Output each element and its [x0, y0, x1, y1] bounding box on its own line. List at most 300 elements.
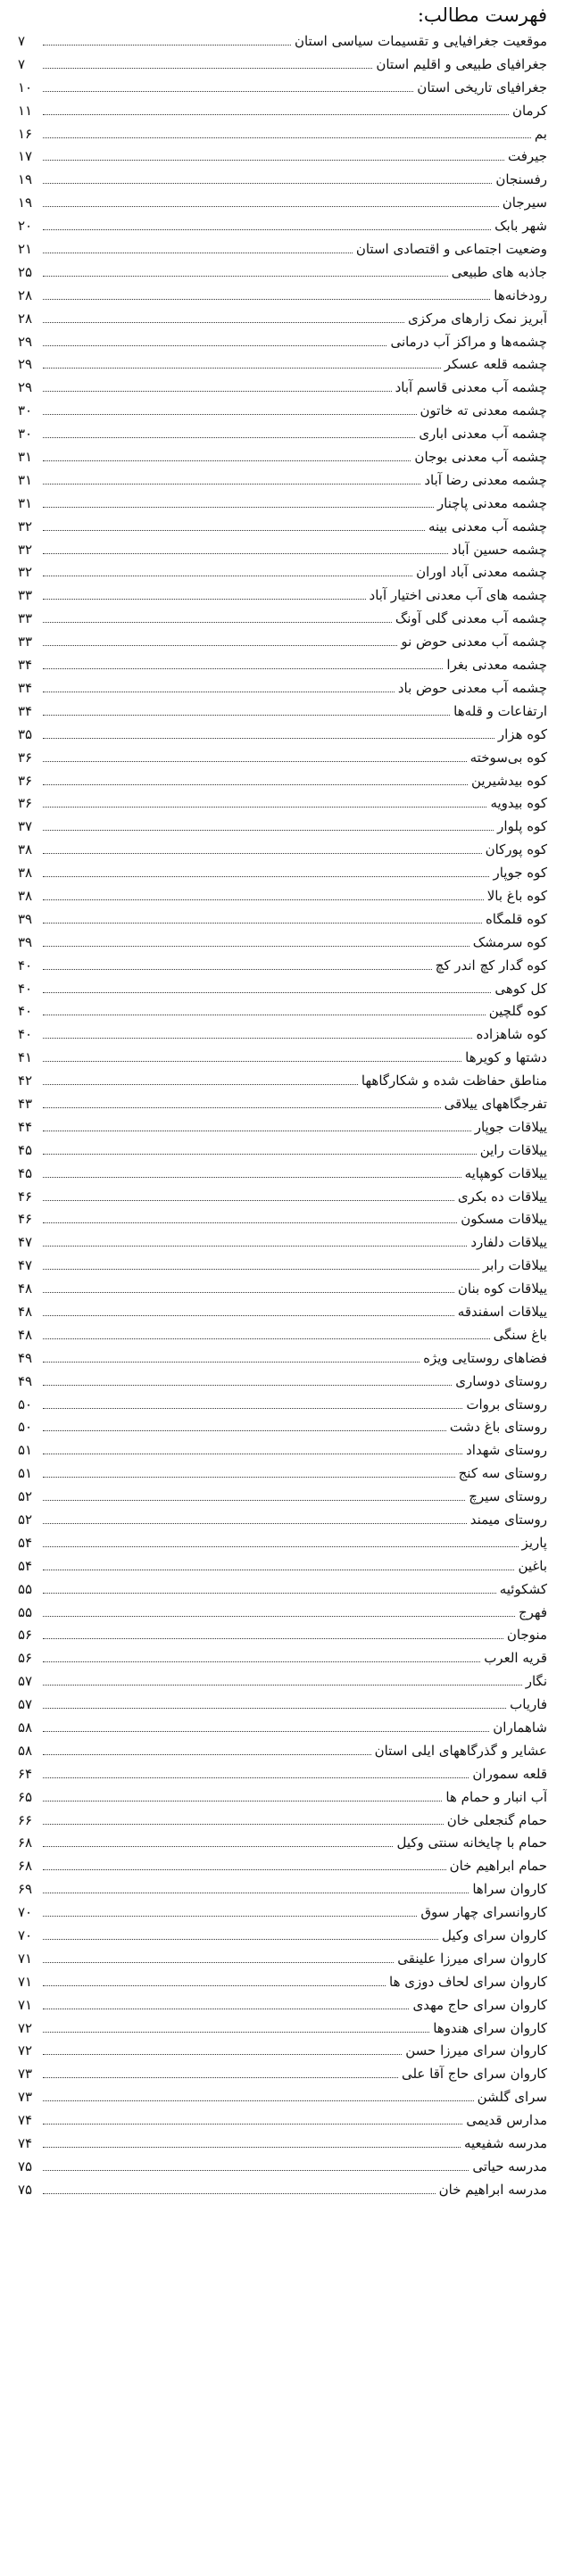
dot-leader	[43, 875, 489, 877]
dot-leader	[43, 436, 415, 438]
dot-leader	[43, 1615, 515, 1617]
dot-leader	[43, 1868, 446, 1870]
toc-entry-title: کوه پورکان	[485, 841, 547, 858]
dot-leader	[43, 644, 397, 646]
toc-entry-page-number: ۵۶	[18, 1627, 33, 1644]
dot-leader	[43, 182, 492, 184]
toc-entry[interactable]	[18, 654, 547, 677]
dot-leader	[43, 1130, 471, 1131]
toc-entry-page-number: ۷۱	[18, 1973, 33, 1990]
toc-entry[interactable]	[18, 1832, 547, 1855]
toc-entry-title: چشمه آب معدنی قاسم آباد	[395, 379, 547, 396]
toc-entry-title: روستای دوساری	[455, 1372, 547, 1389]
toc-entry[interactable]	[18, 1000, 547, 1023]
dot-leader	[43, 1592, 496, 1594]
toc-entry-page-number: ۳۱	[18, 494, 33, 511]
dot-leader	[43, 2192, 436, 2194]
dot-leader	[43, 2100, 474, 2101]
toc-entry[interactable]	[18, 1255, 547, 1278]
toc-entry[interactable]	[18, 2063, 547, 2086]
toc-entry-title: عشایر و گذرگاههای ایلی استان	[374, 1742, 547, 1759]
toc-list	[18, 30, 547, 2202]
dot-leader	[43, 460, 411, 461]
toc-entry[interactable]	[18, 1740, 547, 1763]
toc-entry-page-number: ۶۸	[18, 1835, 33, 1851]
dot-leader	[43, 1522, 467, 1524]
toc-entry-page-number: ۴۸	[18, 1280, 33, 1297]
toc-entry-title: ییلاقات دلفارد	[470, 1234, 547, 1251]
toc-entry[interactable]	[18, 1231, 547, 1255]
dot-leader	[43, 760, 467, 762]
toc-entry-title: چشمه آب معدنی گلی آونگ	[395, 610, 547, 627]
toc-entry-title: موقعیت جغرافیایی و تقسیمات سیاسی استان	[294, 33, 547, 49]
toc-entry-title: روستای سیرچ	[469, 1488, 547, 1505]
toc-entry-page-number: ۳۶	[18, 772, 33, 789]
toc-entry[interactable]	[18, 1925, 547, 1948]
dot-leader	[43, 714, 450, 716]
toc-entry-title: کوه بیدشیرین	[470, 772, 547, 789]
toc-entry[interactable]	[18, 1186, 547, 1209]
toc-entry-page-number: ۳۲	[18, 541, 33, 558]
dot-leader	[43, 621, 392, 623]
toc-entry-page-number: ۴۲	[18, 1073, 33, 1089]
toc-entry[interactable]	[18, 770, 547, 793]
toc-entry-title: آبریز نمک زارهای مرکزی	[408, 310, 547, 327]
toc-entry-title: چشمه معدنی رضا آباد	[424, 471, 547, 488]
toc-entry-title: کوه بی‌سوخته	[469, 749, 547, 766]
toc-entry-title: کل کوهی	[494, 980, 547, 997]
toc-entry-page-number: ۷۳	[18, 2089, 33, 2106]
toc-entry-title: کوه باغ بالا	[486, 887, 547, 904]
toc-entry-title: کوه قلمگاه	[485, 910, 547, 927]
dot-leader	[43, 1222, 457, 1223]
toc-entry-title: سیرجان	[502, 195, 547, 211]
toc-entry-page-number: ۳۴	[18, 679, 33, 696]
dot-leader	[43, 205, 499, 207]
dot-leader	[43, 44, 291, 46]
toc-entry-title: فاریاب	[510, 1696, 547, 1713]
toc-entry[interactable]	[18, 377, 547, 400]
toc-entry-page-number: ۵۱	[18, 1465, 33, 1482]
toc-entry-title: رودخانه‌ها	[494, 286, 547, 303]
dot-leader	[43, 1845, 393, 1847]
toc-entry[interactable]	[18, 932, 547, 955]
dot-leader	[43, 1361, 420, 1363]
toc-entry-page-number: ۴۱	[18, 1049, 33, 1066]
dot-leader	[43, 552, 448, 554]
toc-entry[interactable]	[18, 261, 547, 285]
dot-leader	[43, 90, 413, 92]
dot-leader	[43, 2053, 402, 2055]
toc-title: فهرست مطالب:	[417, 4, 547, 26]
toc-entry-title: کاروان سرای لحاف دوزی ها	[389, 1973, 547, 1990]
toc-entry[interactable]	[18, 215, 547, 238]
toc-entry-title: روستای سه کنج	[458, 1465, 547, 1482]
toc-entry-title: چشمه آب معدنی حوض باد	[397, 679, 547, 696]
toc-entry-page-number: ۲۹	[18, 356, 33, 373]
dot-leader	[43, 1176, 461, 1178]
toc-entry-title: جاذبه های طبیعی	[451, 263, 547, 280]
toc-entry[interactable]	[18, 446, 547, 469]
toc-entry[interactable]	[18, 469, 547, 493]
dot-leader	[43, 2031, 429, 2033]
toc-entry[interactable]	[18, 539, 547, 562]
toc-entry-title: تفرجگاههای ییلاقی	[444, 1095, 547, 1112]
toc-entry-page-number: ۱۶	[18, 125, 33, 142]
toc-entry-page-number: ۳۳	[18, 610, 33, 627]
toc-entry[interactable]	[18, 1555, 547, 1578]
toc-entry[interactable]	[18, 2017, 547, 2041]
dot-leader	[43, 506, 434, 508]
toc-entry-page-number: ۴۴	[18, 1118, 33, 1135]
toc-entry[interactable]	[18, 700, 547, 724]
toc-entry-title: کوه پلوار	[497, 818, 547, 835]
toc-entry-page-number: ۴۹	[18, 1372, 33, 1389]
dot-leader	[43, 1499, 465, 1501]
dot-leader	[43, 1083, 358, 1085]
toc-entry[interactable]	[18, 1578, 547, 1602]
dot-leader	[43, 1661, 480, 1662]
toc-entry[interactable]	[18, 1717, 547, 1740]
toc-entry-title: چشمه های آب معدنی اختیار آباد	[369, 587, 547, 604]
toc-entry[interactable]	[18, 1139, 547, 1163]
dot-leader	[43, 922, 482, 924]
toc-entry-page-number: ۴۶	[18, 1188, 33, 1205]
toc-entry-page-number: ۲۹	[18, 379, 33, 396]
toc-entry-title: ییلاقات جوپار	[474, 1118, 547, 1135]
toc-entry-title: کاروانسرای چهار سوق	[420, 1904, 547, 1921]
toc-entry-page-number: ۷۲	[18, 2019, 33, 2036]
toc-entry[interactable]	[18, 54, 547, 77]
toc-entry-title: مناطق حفاظت شده و شکارگاهها	[361, 1073, 547, 1089]
toc-entry-page-number: ۷۴	[18, 2135, 33, 2152]
toc-entry[interactable]	[18, 1301, 547, 1324]
toc-entry[interactable]	[18, 2179, 547, 2202]
toc-entry[interactable]	[18, 792, 547, 816]
toc-entry-title: آب انبار و حمام ها	[445, 1788, 547, 1805]
toc-entry-title: حمام گنجعلی خان	[446, 1811, 547, 1828]
dot-leader	[43, 1407, 462, 1409]
toc-entry-title: مدرسه ابراهیم خان	[438, 2181, 547, 2198]
toc-entry[interactable]	[18, 1208, 547, 1231]
toc-entry-title: کاروان سرای هندوها	[433, 2019, 547, 2036]
toc-entry[interactable]	[18, 238, 547, 261]
toc-entry-page-number: ۵۰	[18, 1419, 33, 1436]
dot-leader	[43, 783, 468, 785]
toc-entry-page-number: ۱۹	[18, 171, 33, 188]
toc-entry[interactable]	[18, 1878, 547, 1901]
toc-entry-page-number: ۳۹	[18, 933, 33, 950]
toc-entry-page-number: ۶۴	[18, 1765, 33, 1782]
toc-entry[interactable]	[18, 955, 547, 978]
toc-entry[interactable]	[18, 1371, 547, 1394]
toc-entry-title: ییلاقات مسکون	[461, 1211, 547, 1228]
toc-entry-title: باغ سنگی	[493, 1326, 547, 1343]
toc-entry[interactable]	[18, 1486, 547, 1509]
dot-leader	[43, 1060, 461, 1062]
toc-entry-page-number: ۵۵	[18, 1603, 33, 1620]
dot-leader	[43, 483, 420, 485]
toc-entry-page-number: ۳۱	[18, 449, 33, 466]
dot-leader	[43, 1637, 503, 1639]
toc-entry[interactable]	[18, 1116, 547, 1139]
toc-entry[interactable]	[18, 816, 547, 839]
toc-entry-page-number: ۲۸	[18, 286, 33, 303]
toc-entry[interactable]	[18, 145, 547, 169]
toc-entry-title: پاریز	[521, 1534, 547, 1551]
toc-entry-page-number: ۲۹	[18, 333, 33, 350]
toc-entry-page-number: ۲۰	[18, 218, 33, 235]
toc-entry[interactable]	[18, 747, 547, 770]
toc-entry-title: کرمان	[511, 102, 547, 119]
dot-leader	[43, 1037, 472, 1039]
dot-leader	[43, 598, 366, 600]
toc-entry-title: کوه هزار	[497, 725, 547, 742]
toc-entry[interactable]	[18, 978, 547, 1001]
toc-entry-page-number: ۴۷	[18, 1257, 33, 1274]
toc-entry-page-number: ۴۸	[18, 1303, 33, 1320]
toc-entry-title: چشمه آب معدنی بوجان	[414, 449, 547, 466]
dot-leader	[43, 1892, 469, 1893]
toc-entry[interactable]	[18, 169, 547, 192]
toc-entry-page-number: ۲۸	[18, 310, 33, 327]
toc-entry-page-number: ۵۸	[18, 1719, 33, 1736]
toc-entry-title: شاهماران	[493, 1719, 547, 1736]
toc-entry[interactable]	[18, 677, 547, 700]
toc-entry[interactable]	[18, 100, 547, 123]
toc-entry[interactable]	[18, 1948, 547, 1971]
toc-entry[interactable]	[18, 1694, 547, 1717]
toc-entry[interactable]	[18, 724, 547, 747]
toc-entry-title: فضاهای روستایی ویژه	[423, 1349, 547, 1366]
dot-leader	[43, 67, 372, 69]
dot-leader	[43, 275, 448, 277]
toc-entry[interactable]	[18, 1624, 547, 1647]
toc-entry[interactable]	[18, 516, 547, 539]
toc-entry-page-number: ۷۰	[18, 1927, 33, 1944]
toc-entry[interactable]	[18, 331, 547, 354]
toc-entry-page-number: ۱۰	[18, 79, 33, 95]
dot-leader	[43, 1384, 452, 1386]
toc-entry-title: نگار	[525, 1673, 547, 1690]
toc-entry-page-number: ۳۶	[18, 749, 33, 766]
toc-entry-page-number: ۳۵	[18, 725, 33, 742]
dot-leader	[43, 829, 494, 831]
toc-entry[interactable]	[18, 1810, 547, 1833]
dot-leader	[43, 252, 353, 253]
toc-entry-title: چشمه‌ها و مراکز آب درمانی	[390, 333, 547, 350]
dot-leader	[43, 1800, 442, 1802]
toc-entry-page-number: ۵۸	[18, 1742, 33, 1759]
dot-leader	[43, 1684, 522, 1686]
toc-entry-page-number: ۵۴	[18, 1534, 33, 1551]
toc-entry[interactable]	[18, 2133, 547, 2156]
toc-entry[interactable]	[18, 584, 547, 608]
toc-entry[interactable]	[18, 192, 547, 215]
toc-entry-page-number: ۶۵	[18, 1788, 33, 1805]
toc-entry-page-number: ۶۸	[18, 1858, 33, 1875]
toc-entry-page-number: ۲۱	[18, 241, 33, 258]
toc-entry[interactable]	[18, 77, 547, 100]
toc-entry-page-number: ۵۰	[18, 1396, 33, 1412]
toc-entry[interactable]	[18, 885, 547, 908]
toc-entry-title: دشتها و کویرها	[465, 1049, 547, 1066]
dot-leader	[43, 367, 441, 369]
dot-leader	[43, 413, 417, 415]
dot-leader	[43, 2008, 409, 2009]
toc-entry[interactable]	[18, 2156, 547, 2179]
toc-entry-title: چشمه آب معدنی بینه	[428, 518, 547, 534]
toc-entry-page-number: ۴۹	[18, 1349, 33, 1366]
toc-entry[interactable]	[18, 862, 547, 885]
toc-entry[interactable]	[18, 1394, 547, 1417]
toc-entry[interactable]	[18, 1670, 547, 1694]
toc-entry-page-number: ۱۱	[18, 102, 33, 119]
dot-leader	[43, 529, 425, 531]
dot-leader	[43, 991, 491, 993]
toc-entry-page-number: ۶۹	[18, 1881, 33, 1898]
toc-entry-page-number: ۵۲	[18, 1512, 33, 1528]
toc-entry-page-number: ۳۳	[18, 634, 33, 650]
dot-leader	[43, 806, 486, 808]
toc-entry[interactable]	[18, 1994, 547, 2017]
toc-entry-page-number: ۷۰	[18, 1904, 33, 1921]
toc-entry-title: بم	[534, 125, 547, 142]
toc-entry-page-number: ۷	[18, 33, 26, 49]
toc-entry-title: کوه بیدویه	[490, 795, 547, 812]
dot-leader	[43, 2076, 398, 2078]
dot-leader	[43, 1569, 514, 1570]
toc-entry-title: چشمه معدنی پاچنار	[436, 494, 547, 511]
toc-entry[interactable]	[18, 1647, 547, 1670]
toc-entry[interactable]	[18, 423, 547, 446]
toc-entry-title: مدرسه حیاتی	[472, 2158, 547, 2174]
toc-entry[interactable]	[18, 123, 547, 146]
toc-entry-page-number: ۴۰	[18, 980, 33, 997]
dot-leader	[43, 1153, 477, 1155]
dot-leader	[43, 113, 509, 115]
toc-entry-page-number: ۱۷	[18, 148, 33, 165]
dot-leader	[43, 159, 504, 161]
toc-entry[interactable]	[18, 308, 547, 331]
dot-leader	[43, 321, 404, 323]
toc-entry-title: کوه جوپار	[493, 865, 547, 882]
dot-leader	[43, 945, 469, 947]
toc-entry[interactable]	[18, 285, 547, 308]
toc-entry-page-number: ۴۰	[18, 957, 33, 973]
toc-entry[interactable]	[18, 908, 547, 932]
toc-entry[interactable]	[18, 1462, 547, 1486]
dot-leader	[43, 1245, 467, 1247]
toc-entry[interactable]	[18, 1532, 547, 1555]
toc-entry-title: کوه گدار کچ اندر کچ	[435, 957, 547, 973]
toc-entry-page-number: ۳۸	[18, 841, 33, 858]
toc-entry[interactable]	[18, 561, 547, 584]
dot-leader	[43, 968, 432, 970]
toc-entry[interactable]	[18, 1439, 547, 1462]
toc-entry[interactable]	[18, 1278, 547, 1301]
toc-entry-page-number: ۷۵	[18, 2158, 33, 2174]
toc-entry-title: شهر بابک	[494, 218, 547, 235]
toc-entry-page-number: ۴۸	[18, 1326, 33, 1343]
toc-entry[interactable]	[18, 493, 547, 516]
toc-entry[interactable]	[18, 1023, 547, 1047]
toc-entry-title: قلعه سموران	[472, 1765, 547, 1782]
toc-entry-page-number: ۵۶	[18, 1650, 33, 1667]
dot-leader	[43, 1291, 454, 1293]
toc-entry-page-number: ۲۵	[18, 263, 33, 280]
dot-leader	[43, 1707, 506, 1709]
toc-entry[interactable]	[18, 1763, 547, 1786]
toc-entry[interactable]	[18, 1602, 547, 1625]
toc-entry[interactable]	[18, 839, 547, 862]
toc-entry-title: ییلاقات اسفندقه	[457, 1303, 547, 1320]
toc-entry-page-number: ۳۷	[18, 818, 33, 835]
toc-entry-page-number: ۳۴	[18, 702, 33, 719]
dot-leader	[43, 1777, 469, 1778]
toc-entry[interactable]	[18, 1070, 547, 1093]
toc-entry-title: کاروان سرای میرزا حسن	[405, 2042, 547, 2059]
toc-entry-title: کشکوئیه	[499, 1580, 547, 1597]
toc-entry[interactable]	[18, 1971, 547, 1994]
toc-entry[interactable]	[18, 353, 547, 377]
toc-entry-page-number: ۷۴	[18, 2112, 33, 2129]
dot-leader	[43, 852, 482, 854]
toc-entry-page-number: ۴۵	[18, 1164, 33, 1181]
toc-entry-title: کاروان سرای حاج آقا علی	[401, 2066, 547, 2083]
toc-entry-page-number: ۵۱	[18, 1442, 33, 1459]
toc-entry[interactable]	[18, 2040, 547, 2063]
toc-entry-title: کاروان سرای میرزا علینقی	[397, 1950, 547, 1967]
toc-entry[interactable]	[18, 1163, 547, 1186]
toc-entry-title: قریه العرب	[484, 1650, 547, 1667]
toc-entry[interactable]	[18, 2086, 547, 2109]
toc-entry[interactable]	[18, 1047, 547, 1070]
toc-entry-title: چشمه قلعه عسکر	[444, 356, 547, 373]
toc-entry[interactable]	[18, 400, 547, 423]
dot-leader	[43, 575, 412, 576]
dot-leader	[43, 1545, 519, 1547]
toc-entry-title: منوجان	[506, 1627, 547, 1644]
toc-entry[interactable]	[18, 1347, 547, 1371]
toc-entry[interactable]	[18, 2109, 547, 2133]
dot-leader	[43, 1984, 386, 1986]
toc-entry[interactable]	[18, 30, 547, 54]
toc-entry[interactable]	[18, 1416, 547, 1439]
toc-entry-title: کوه سرمشک	[472, 933, 547, 950]
toc-entry-page-number: ۴۳	[18, 1095, 33, 1112]
toc-entry[interactable]	[18, 1093, 547, 1116]
toc-entry[interactable]	[18, 631, 547, 654]
toc-entry-title: چشمه آب معدنی حوض نو	[401, 634, 547, 650]
dot-leader	[43, 1014, 486, 1015]
toc-entry[interactable]	[18, 1509, 547, 1532]
toc-entry-title: سرای گلشن	[477, 2089, 547, 2106]
toc-entry[interactable]	[18, 608, 547, 631]
toc-entry-title: چشمه حسین آباد	[451, 541, 547, 558]
toc-entry-page-number: ۵۵	[18, 1580, 33, 1597]
toc-entry-title: فهرج	[518, 1603, 547, 1620]
toc-entry-title: حمام با چایخانه سنتی وکیل	[396, 1835, 547, 1851]
toc-entry-title: چشمه معدنی آباد اوران	[416, 564, 547, 581]
toc-entry[interactable]	[18, 1324, 547, 1347]
toc-entry[interactable]	[18, 1786, 547, 1810]
dot-leader	[43, 1453, 462, 1454]
toc-entry[interactable]	[18, 1901, 547, 1925]
toc-entry[interactable]	[18, 1855, 547, 1878]
toc-entry-page-number: ۳۸	[18, 887, 33, 904]
dot-leader	[43, 667, 443, 669]
